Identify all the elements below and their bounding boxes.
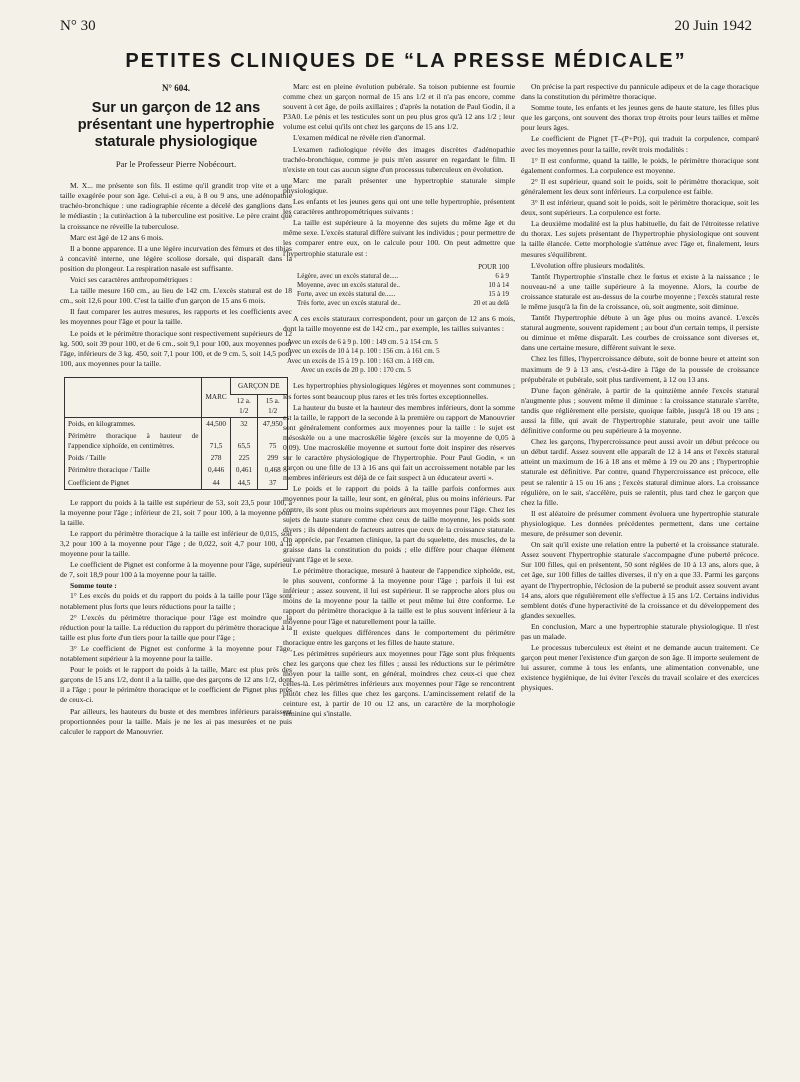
excess-label: Légère, avec un excès statural de..... <box>297 271 399 280</box>
paragraph: Chez les garçons, l'hypercroissance peut aussi avoir un début précoce ou un début tardif. Assez souvent elle apparaît de 12 à 14 ans et l'excès statural atteint un maximum de 16 à 18 ans et même à 19 ou 20 ans ; l'hypertrophie staturale est définitive. Par contre, quand l'hypercroissance est précoce, elle peut se ralentir à 15 ou 16 ans ; l'excès statural diminue alors. La croissance régulière, on le sait, s'accélère, puis se ralentit, plus tard chez le garçon que chez la fille. <box>521 437 759 507</box>
col-header-15: 15 a. 1/2 <box>258 394 287 417</box>
row-label: Périmètre thoracique / Taille <box>68 466 150 475</box>
table-row <box>65 418 287 431</box>
row-label: Poids / Taille <box>68 454 106 463</box>
paragraph: On précise la part respective du pannicule adipeux et de la cage thoracique dans la constitution du périmètre thoracique. <box>521 82 759 102</box>
cell-marc: 0,446 <box>202 464 230 476</box>
excess-label: Très forte, avec un excès statural de.. <box>297 298 401 307</box>
paragraph: Le coefficient de Pignet est conforme à la moyenne pour l'âge, supérieur de 7, soit 18,9 pour 100 à la moyenne pour la taille. <box>60 560 292 580</box>
excess-table <box>297 263 509 308</box>
paragraph: 2° L'excès du périmètre thoracique pour l'âge est moindre que la réduction pour la taille. La réduction du rapport du périmètre thoracique à la taille est plus forte d'un tiers pour la taille que pour l'âge ; <box>60 612 292 642</box>
paragraph: Marc est âgé de 12 ans 6 mois. <box>70 232 164 242</box>
issue-date: 20 Juin 1942 <box>674 18 752 34</box>
excess-value: 20 et au delà <box>473 298 509 307</box>
paragraph: 3° Il est inférieur, quand soit le poids, soit le périmètre thoracique, soit les deux, sont supérieurs. La corpulence est forte. <box>521 198 759 218</box>
paragraph: Le poids et le rapport du poids à la taille parfois conformes aux moyennes pour la taille, leur sont, en général, plus ou moins inférieurs. Par contre, ils sont plus ou moins supérieurs aux moyennes pour l'âge. Chez les sujets de haute stature comme chez ceux de taille moyenne, les poids sont divers ; ils dépendent de facteurs autres que ceux de la croissance staturale. On apprécie, par l'examen clinique, la part du squelette, des muscles, de la graisse dans la constitution du poids ; elle diffère pour chaque élément suivant l'âge et le sexe. <box>283 484 515 564</box>
cell-g15: 0,468 <box>258 464 287 476</box>
article-title: Sur un garçon de 12 ans présentant une hypertrophie staturale physiologique <box>77 100 275 151</box>
paragraph: En conclusion, Marc a une hypertrophie staturale physiologique. Il n'est pas un malade. <box>521 621 759 641</box>
paragraph: On sait qu'il existe une relation entre la puberté et la croissance staturale. Assez souvent l'hypertrophie staturale s'accompagne d'une puberté précoce. Sur 100 filles, qui en présentent, 50 sont réglées de 10 à 13 ans, alors que, à cet âge, sur 100 filles de tailles diverses, il n'y en a que 33. Parmi les garçons ayant de l'hypertrophie, l'éclosion de la puberté se produit assez souvent avant 14 ans, alors que régulièrement elle s'effectue à 15 ans 1/2. Certains individus semblent dotés d'une hyperactivité de la croissance et du développement des glandes sexuelles. <box>521 540 759 620</box>
excess-value: 10 à 14 <box>488 280 509 289</box>
paragraph: Le rapport du poids à la taille est supérieur de 53, soit 23,5 pour 100, à la moyenne pour l'âge ; inférieur de 21, soit 7 pour 100, à la moyenne pour la taille. <box>60 497 292 527</box>
paragraph: Marc est en pleine évolution pubérale. Sa toison pubienne est fournie comme chez un garçon normal de 15 ans 1/2 et il n'a pas encore, comme souvent à cet âge, de poils axillaires ; d'après la notation de Paul Godin, il a P3A0. Le pénis et les testicules sont un peu plus gros qu'à 12 ans 1/2 ; leur volume est celui qu'ils ont chez les garçons de 15 ans 1/2. <box>283 82 515 132</box>
paragraph: Somme toute, les enfants et les jeunes gens de haute stature, les filles plus que les garçons, ont souvent des thorax trop étroits pour leurs tailles et même pour leurs âges. <box>521 103 759 133</box>
paragraph: Tantôt l'hypertrophie s'installe chez le fœtus et existe à la naissance ; le nouveau-né a une taille supérieure à la moyenne. Alors, la courbe de croissance staturale est au-dessus de la courbe moyenne ; l'excès statural reste le même jusqu'à la fin de la croissance, où, soit augmente, soit diminue. <box>521 271 759 311</box>
article-author: Par le Professeur Pierre Nobécourt. <box>115 159 237 170</box>
row-label: Poids, en kilogrammes. <box>68 420 136 429</box>
cell-g12: 32 <box>230 418 258 431</box>
col-header-garcon: GARÇON DE <box>230 378 287 395</box>
paragraph: Le poids et le périmètre thoracique sont respectivement supérieurs de 12 kg. 500, soit 39 pour 100, et de 6 cm., soit 9,1 pour 100, aux moyennes pour l'âge, inférieurs de 3 kg. 450, soit 7,1 pour 100, et de 9 cm. 5, soit 14,5 pour 100, aux moyennes pour la taille. <box>60 328 292 368</box>
list-item <box>297 290 509 299</box>
paragraph: D'une façon générale, à partir de la quinzième année l'excès statural n'augmente plus ; souvent même il diminue : la croissance staturale s'arrête, tandis que réglièrement elle persiste, quoique faible, jusqu'à 18 ou 19 ans ; aussi la fille, qui avait de l'hypertrophie staturale, peut avoir une taille définitive conforme ou peu supérieure à la moyenne. <box>521 385 759 436</box>
paragraph: Le périmètre thoracique, mesuré à hauteur de l'appendice xiphoïde, est, le plus souvent, conforme à la moyenne pour l'âge ; parfois il lui est inférieur ; assez souvent, il lui est supérieur. Il se rapproche alors plus ou moins de la moyenne pour la taille et peut même lui être conforme. Le rapport du périmètre thoracique à la taille est le plus souvent inférieur à la moyenne pour l'âge et naturellement pour la taille. <box>283 566 515 626</box>
paragraph: La taille est supérieure à la moyenne des sujets du même âge et du même sexe. L'excès statural diffère suivant les individus ; pour permettre de les comparer entre eux, on le calcule pour 100. On peut admettre que l'hypertrophie staturale est : <box>283 218 515 258</box>
paragraph: 2° Il est supérieur, quand soit le poids, soit le périmètre thoracique, soit généralement les deux sont inférieurs. La corpulence est faible. <box>521 176 759 196</box>
paragraph: Marc me paraît présenter une hypertrophie staturale simple physiologique. <box>283 175 515 195</box>
paragraph: Le rapport du périmètre thoracique à la taille est inférieur de 0,015, soit 3,2 pour 100 à la moyenne pour l'âge ; de 0,022, soit 4,7 pour 100, à la moyenne pour la taille. <box>60 528 292 559</box>
paragraph: La deuxième modalité est la plus habituelle, du fait de l'étroitesse relative du thorax. Les sujets présentant de l'hypertrophie physiologique ont souvent la taille élancée. Cette morphologie s'atténue avec l'âge et, finalement, leurs mesures s'équilibrent. <box>521 219 759 259</box>
paragraph: Il a bonne apparence. Il a une légère incurvation des fémurs et des tibias à concavité interne, une légère scoliose dorsale, qui disparaît dans la position du plongeur. La respiration nasale est suffisante. <box>60 243 292 273</box>
article-number: N° 604. <box>161 83 191 93</box>
excess-value: 6 à 9 <box>495 271 509 280</box>
paragraph: Les hypertrophies physiologiques légères et moyennes sont communes ; les fortes sont beaucoup plus rares et les très fortes exceptionnelles. <box>283 381 515 401</box>
paragraph: 3° Le coefficient de Pignet est conforme à la moyenne pour l'âge, notablement supérieur à la moyenne pour la taille. <box>60 643 292 664</box>
cell-g15: 37 <box>258 477 287 489</box>
row-label: Périmètre thoracique à hauteur de l'appendice xiphoïde, en centimètres. <box>68 432 199 451</box>
table-row <box>65 452 287 464</box>
list-item <box>297 281 509 290</box>
calc-line: Avec un excès de 10 à 14 p. 100 : 156 cm. à 161 cm. 5 <box>287 347 440 356</box>
paragraph: Pour le poids et le rapport du poids à la taille, Marc est plus près des garçons de 15 ans 1/2, dont il a la taille, que des garçons de 12 ans 1/2, dont il a l'âge ; pour le périmètre thoracique et le coefficient de Pignet plus près de ceux-ci. <box>60 665 292 705</box>
paragraph: Il est aléatoire de présumer comment évoluera une hypertrophie staturale physiologique. Les données précédentes permettent, dans une certaine mesure, de présumer son devenir. <box>521 508 759 539</box>
table-row <box>65 430 287 452</box>
cell-g12: 44,5 <box>230 477 258 489</box>
paragraph: M. X... me présente son fils. Il estime qu'il grandit trop vite et a une taille exagérée pour son âge. Celui-ci a eu, à 8 ou 9 ans, une adénopathie trachéo-bronchique : une radiographie récente a décelé des ganglions dans le médiastin ; la cutiréaction à la tuberculine est positive. Le père craint que la croissance ne réveille la tuberculose. <box>60 181 292 231</box>
paragraph: Les enfants et les jeunes gens qui ont une telle hypertrophie, présentent les caractères anthropométriques suivants : <box>283 197 515 217</box>
paragraph: Par ailleurs, les hauteurs du buste et des membres inférieurs paraissent proportionnées pour la taille. Mais je ne les ai pas mesurées et ne puis calculer le rapport de Manouvrier. <box>60 706 292 736</box>
excess-value: 15 à 19 <box>488 289 509 298</box>
cell-marc: 44 <box>202 477 230 489</box>
cell-g12: 65,5 <box>230 430 258 452</box>
table-row <box>65 477 287 489</box>
cell-g12: 0,461 <box>230 464 258 476</box>
col-header-marc: MARC <box>202 378 230 418</box>
paragraph: L'évolution offre plusieurs modalités. <box>531 260 645 270</box>
paragraph: Le coefficient de Pignet [T–(P+Pt)], qui traduit la corpulence, comparé avec les moyennes pour la taille, revêt trois modalités : <box>521 134 759 154</box>
col-header-12: 12 a. 1/2 <box>230 394 258 417</box>
paragraph: La hauteur du buste et la hauteur des membres inférieurs, dont la somme est la taille, le rapport de la seconde à la première ou rapport de Manouvrier sont généralement conformes aux moyennes pour la taille : le sujet est mésoskèle ou a une macroskélie légère (excès sur la moyenne de 0,05 à 0,09). Une macroskélie moyenne et surtout forte doit inspirer des réserves sur le caractère physiologique de l'hypertrophie. Pour Paul Godin, « un garçon ou une fille de 13 à 16 ans qui fait un accroissement notable par les membres inférieurs est déjà de ce fait suspect à un éducateur averti ». <box>283 402 515 483</box>
summary-heading: Somme toute : <box>70 581 117 591</box>
cell-marc: 44,500 <box>202 418 230 431</box>
issue-number: N° 30 <box>60 18 96 34</box>
list-item <box>297 299 509 308</box>
paragraph: Le processus tuberculeux est éteint et ne demande aucun traitement. Ce garçon peut mener l'existence d'un garçon de son âge. Il importe seulement de lui assurer, comme à tous les enfants, une alimentation convenable, une existence hygiénique, de lui éviter l'excès du travail scolaire et des exercices physiques. <box>521 643 759 693</box>
calc-line: Avec un excès de 6 à 9 p. 100 : 149 cm. 5 à 154 cm. 5 <box>287 337 438 346</box>
cell-g12: 225 <box>230 452 258 464</box>
masthead: PETITES CLINIQUES DE “LA PRESSE MÉDICALE” <box>125 50 687 72</box>
height-calculation <box>287 338 515 376</box>
paragraph: L'examen médical ne révèle rien d'anormal. <box>293 133 426 143</box>
paragraph: Voici ses caractères anthropométriques : <box>70 275 193 285</box>
cell-g15: 299 <box>258 452 287 464</box>
paragraph: 1° Il est conforme, quand la taille, le poids, le périmètre thoracique sont également conformes. La corpulence est moyenne. <box>521 155 759 175</box>
measurements-table <box>64 377 288 490</box>
cell-g15: 75 <box>258 430 287 452</box>
paragraph: Tantôt l'hypertrophie débute à un âge plus ou moins avancé. L'excès statural augmente, souvent rapidement ; au bout d'un certain temps, il persiste ou diminue et même disparaît. Les courbes de croissance sont diverses et, dans une certaine mesure, différent suivant le sexe. <box>521 313 759 353</box>
excess-label: Moyenne, avec un excès statural de.. <box>297 280 401 289</box>
paragraph: Il existe quelques différences dans le comportement du périmètre thoracique entre les garçons et les filles de haute stature. <box>283 627 515 647</box>
column-3 <box>521 82 759 1062</box>
paragraph: La taille mesure 160 cm., au lieu de 142 cm. L'excès statural est de 18 cm., soit 12,6 pour 100. C'est la taille d'un garçon de 15 ans 6 mois. <box>60 286 292 306</box>
cell-marc: 278 <box>202 452 230 464</box>
column-1 <box>60 82 292 1062</box>
calc-line: Avec un excès de 20 p. 100 : 170 cm. 5 <box>301 366 411 374</box>
excess-table-header <box>297 263 509 272</box>
excess-label: Forte, avec un excès statural de...... <box>297 289 396 298</box>
paragraph: Chez les filles, l'hypercroissance débute, soit de bonne heure et atteint son maximum de 9 à 13 ans, c'est-à-dire à l'âge de la poussée de croissance prépubérale et pubérale, soit plus tardivement, à 12 ou 13 ans. <box>521 354 759 384</box>
column-2 <box>283 82 515 1062</box>
paragraph: L'examen radiologique révèle des images discrètes d'adénopathie trachéo-bronchique, comme je puis m'en assurer en regardant le film. Il n'existe en tout cas aucun signe d'un processus tuberculeux en évolution. <box>283 144 515 174</box>
page-header <box>60 18 752 40</box>
list-item <box>297 272 509 281</box>
table-row <box>65 464 287 476</box>
excess-header: POUR 100 <box>478 262 509 271</box>
paragraph: 1° Les excès du poids et du rapport du poids à la taille pour l'âge sont notablement plus forts que leurs réductions pour la taille ; <box>60 591 292 611</box>
paragraph: Il faut comparer les autres mesures, les rapports et les coefficients avec les moyennes pour l'âge et pour la taille. <box>60 307 292 327</box>
paragraph: Les périmètres supérieurs aux moyennes pour l'âge sont plus fréquents chez les garçons que chez les filles ; aussi les réductions sur le périmètre moyen pour la taille sont, en général, moindres chez ceux-ci que chez celles-là. Les périmètres inférieurs aux moyennes pour l'âge se rencontrent plutôt chez les filles que chez les garçons. L'amincissement relatif de la ceinture est, à partir de 10 ou 12 ans, un caractère de la morphologie féminine qui s'installe. <box>283 648 515 719</box>
row-label: Coefficient de Pignet <box>68 478 129 487</box>
calc-line: Avec un excès de 15 à 19 p. 100 : 163 cm. à 169 cm. <box>287 356 435 365</box>
cell-marc: 71,5 <box>202 430 230 452</box>
paragraph: A ces excès staturaux correspondent, pour un garçon de 12 ans 6 mois, dont la taille moyenne est de 142 cm., par exemple, les tailles suivantes : <box>283 313 515 333</box>
table-corner <box>65 378 202 418</box>
cell-g15: 47,950 <box>258 418 287 431</box>
